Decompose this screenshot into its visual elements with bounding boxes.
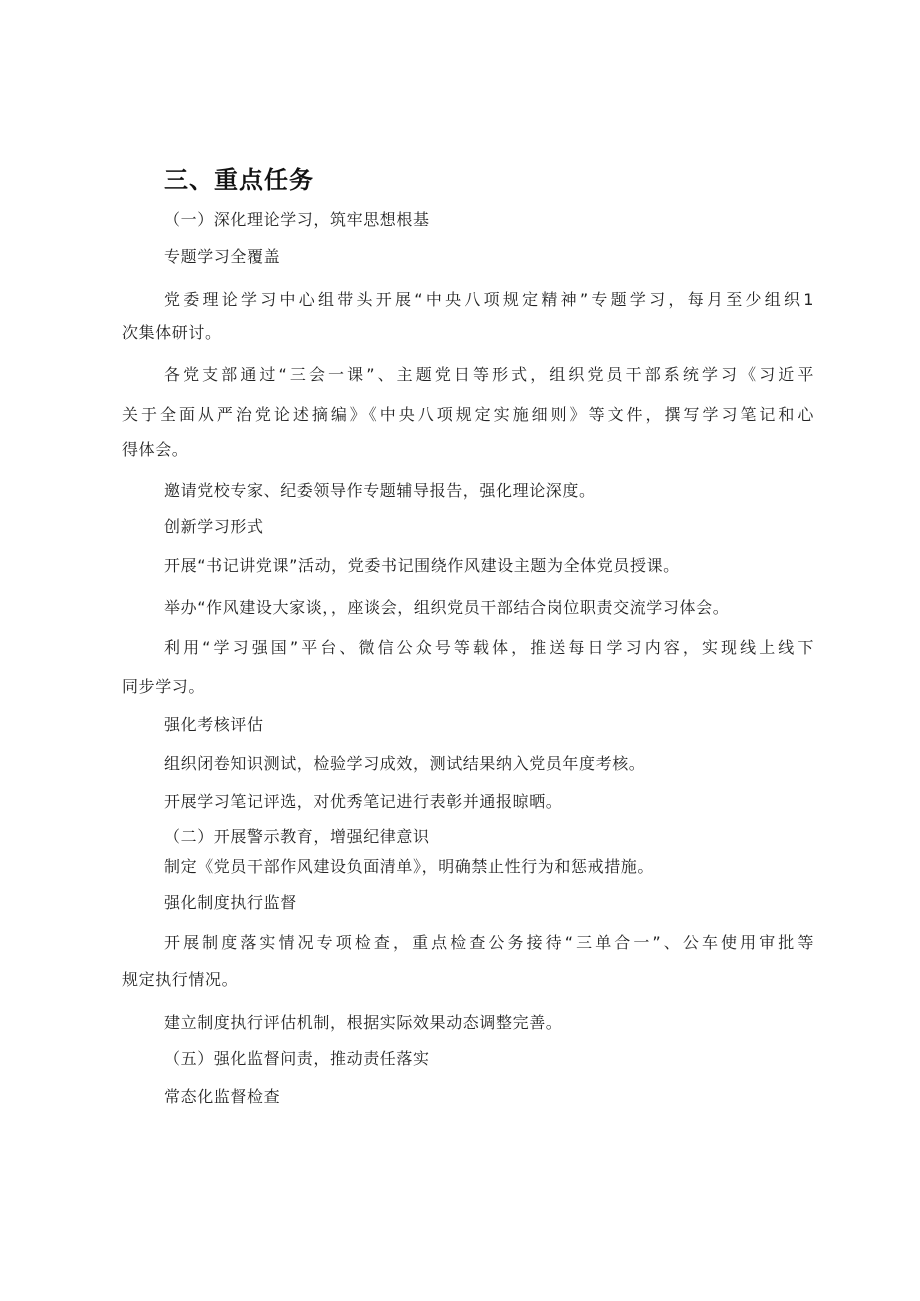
paragraph-line: 关于全面从严治党论述摘编》《中央八项规定实施细则》等文件，撰写学习笔记和心 [122, 405, 814, 424]
topic-heading: 专题学习全覆盖 [164, 247, 281, 266]
subsection-heading-2: （二）开展警示教育，增强纪律意识 [164, 827, 430, 846]
topic-heading: 常态化监督检查 [164, 1087, 281, 1106]
section-title: 三、重点任务 [164, 166, 314, 194]
paragraph-line: 开展制度落实情况专项检查，重点检查公务接待“三单合一”、公车使用审批等 [164, 933, 814, 952]
paragraph-line: 制定《党员干部作风建设负面清单》，明确禁止性行为和惩戒措施。 [164, 857, 655, 876]
paragraph-line: 邀请党校专家、纪委领导作专题辅导报告，强化理论深度。 [164, 481, 596, 500]
paragraph-line: 利用“学习强国”平台、微信公众号等载体，推送每日学习内容，实现线上线下 [164, 638, 814, 657]
subsection-heading-5: （五）强化监督问责，推动责任落实 [164, 1049, 430, 1068]
topic-heading: 强化制度执行监督 [164, 893, 297, 912]
paragraph-line: 开展“书记讲党课”活动，党委书记围绕作风建设主题为全体党员授课。 [164, 556, 680, 575]
paragraph-line: 举办“作风建设大家谈，，座谈会，组织党员干部结合岗位职责交流学习体会。 [164, 598, 730, 617]
paragraph-line: 各党支部通过“三会一课”、主题党日等形式，组织党员干部系统学习《习近平 [164, 365, 814, 384]
topic-heading: 创新学习形式 [164, 517, 264, 536]
paragraph-line: 开展学习笔记评选，对优秀笔记进行表彰并通报晾晒。 [164, 792, 563, 811]
paragraph-line: 得体会。 [122, 440, 189, 459]
paragraph-line: 同步学习。 [122, 677, 206, 696]
paragraph-line: 次集体研讨。 [122, 323, 222, 342]
paragraph-line: 规定执行情况。 [122, 970, 239, 989]
topic-heading: 强化考核评估 [164, 715, 264, 734]
subsection-heading-1: （一）深化理论学习，筑牢思想根基 [164, 210, 430, 229]
paragraph-line: 组织闭卷知识测试，检验学习成效，测试结果纳入党员年度考核。 [164, 754, 646, 773]
paragraph-line: 建立制度执行评估机制，根据实际效果动态调整完善。 [164, 1013, 563, 1032]
paragraph-line: 党委理论学习中心组带头开展“中央八项规定精神”专题学习，每月至少组织1 [164, 290, 814, 309]
